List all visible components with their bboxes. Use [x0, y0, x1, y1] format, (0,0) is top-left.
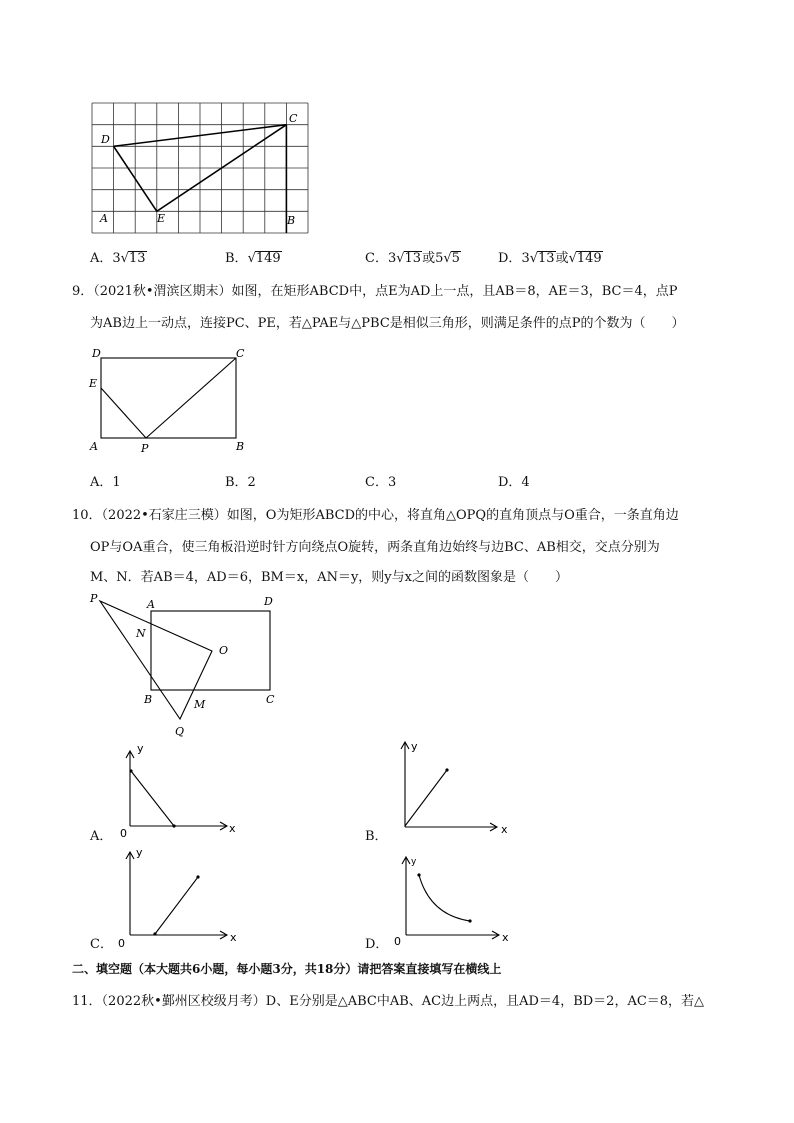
- q9-label-B: B: [236, 440, 245, 453]
- q10-graph-b-x-label: x: [501, 823, 508, 836]
- q9-option-c: C．3: [365, 475, 397, 490]
- q10-label-P: P: [90, 592, 98, 605]
- q9-label-A: A: [90, 440, 98, 453]
- q10-graph-c-y-label: y: [136, 846, 143, 859]
- q8-label-E: E: [157, 212, 166, 225]
- q10-graph-a-y-label: y: [137, 742, 144, 755]
- q8-option-a: A．3√13: [90, 251, 146, 266]
- q9-label-D: D: [92, 347, 101, 360]
- q9-text-line2: 为AB边上一动点，连接PC、PE，若△PAE与△PBC是相似三角形，则满足条件的点P的个数为（ ）: [90, 316, 685, 331]
- q10-label-O: O: [219, 644, 229, 657]
- q10-option-d: D．: [365, 937, 389, 952]
- q10-label-Q: Q: [175, 725, 185, 738]
- q8-option-c: C．3√13或5√5: [365, 251, 460, 266]
- q10-option-b: B．: [365, 829, 388, 844]
- q10-graph-b-y-label: y: [411, 740, 418, 753]
- q9-label-C: C: [236, 347, 245, 360]
- q10-text-line3: M、N．若AB＝4，AD＝6，BM＝x，AN＝y，则y与x之间的函数图象是（ ）: [90, 570, 568, 585]
- q10-option-a: A．: [90, 829, 113, 844]
- q10-label-C: C: [266, 693, 275, 706]
- q9-option-a: A．1: [90, 475, 121, 490]
- q8-label-B: B: [287, 214, 296, 227]
- q8-label-C: C: [289, 112, 298, 125]
- q9-option-b: B．2: [225, 475, 256, 490]
- q10-graph-a-x-label: x: [229, 822, 236, 835]
- q10-graph-c-x-label: x: [230, 931, 237, 944]
- q10-graph-d-origin: 0: [394, 935, 401, 948]
- q10-text-line2: OP与OA重合，使三角板沿逆时针方向绕点O旋转，两条直角边始终与边BC、AB相交，交点分别为: [90, 540, 660, 555]
- q8-option-d: D．3√13或√149: [498, 251, 602, 266]
- q10-label-B: B: [144, 693, 153, 706]
- q10-label-A: A: [147, 598, 155, 611]
- q10-graph-a-origin: 0: [120, 827, 127, 840]
- q10-label-N: N: [136, 627, 146, 640]
- q8-option-b: B．√149: [225, 251, 281, 266]
- q9-option-d: D．4: [498, 475, 530, 490]
- q9-label-E: E: [89, 377, 98, 390]
- q10-graph-c-origin: 0: [118, 937, 125, 950]
- q8-label-D: D: [101, 133, 110, 146]
- q8-label-A: A: [100, 212, 108, 225]
- q11-text-line1: 11．（2022秋•鄞州区校级月考）D、E分别是△ABC中AB、AC边上两点，且AD＝4，BD＝2，AC＝8，若△: [72, 994, 705, 1009]
- q10-text-line1: 10．（2022•石家庄三模）如图，O为矩形ABCD的中心，将直角△OPQ的直角顶点与O重合，一条直角边: [72, 508, 679, 523]
- q10-option-c: C．: [90, 937, 113, 952]
- q10-graph-d-y-label: y: [411, 857, 417, 867]
- q10-graph-d-x-label: x: [502, 931, 509, 944]
- section2-heading: 二、填空题（本大题共6小题，每小题3分，共18分）请把答案直接填写在横线上: [72, 962, 502, 976]
- q9-text-line1: 9．（2021秋•渭滨区期末）如图，在矩形ABCD中，点E为AD上一点，且AB＝8，AE＝3，BC＝4，点P: [72, 284, 678, 299]
- q9-label-P: P: [141, 442, 149, 455]
- q10-label-D: D: [264, 595, 273, 608]
- q10-label-M: M: [194, 698, 206, 711]
